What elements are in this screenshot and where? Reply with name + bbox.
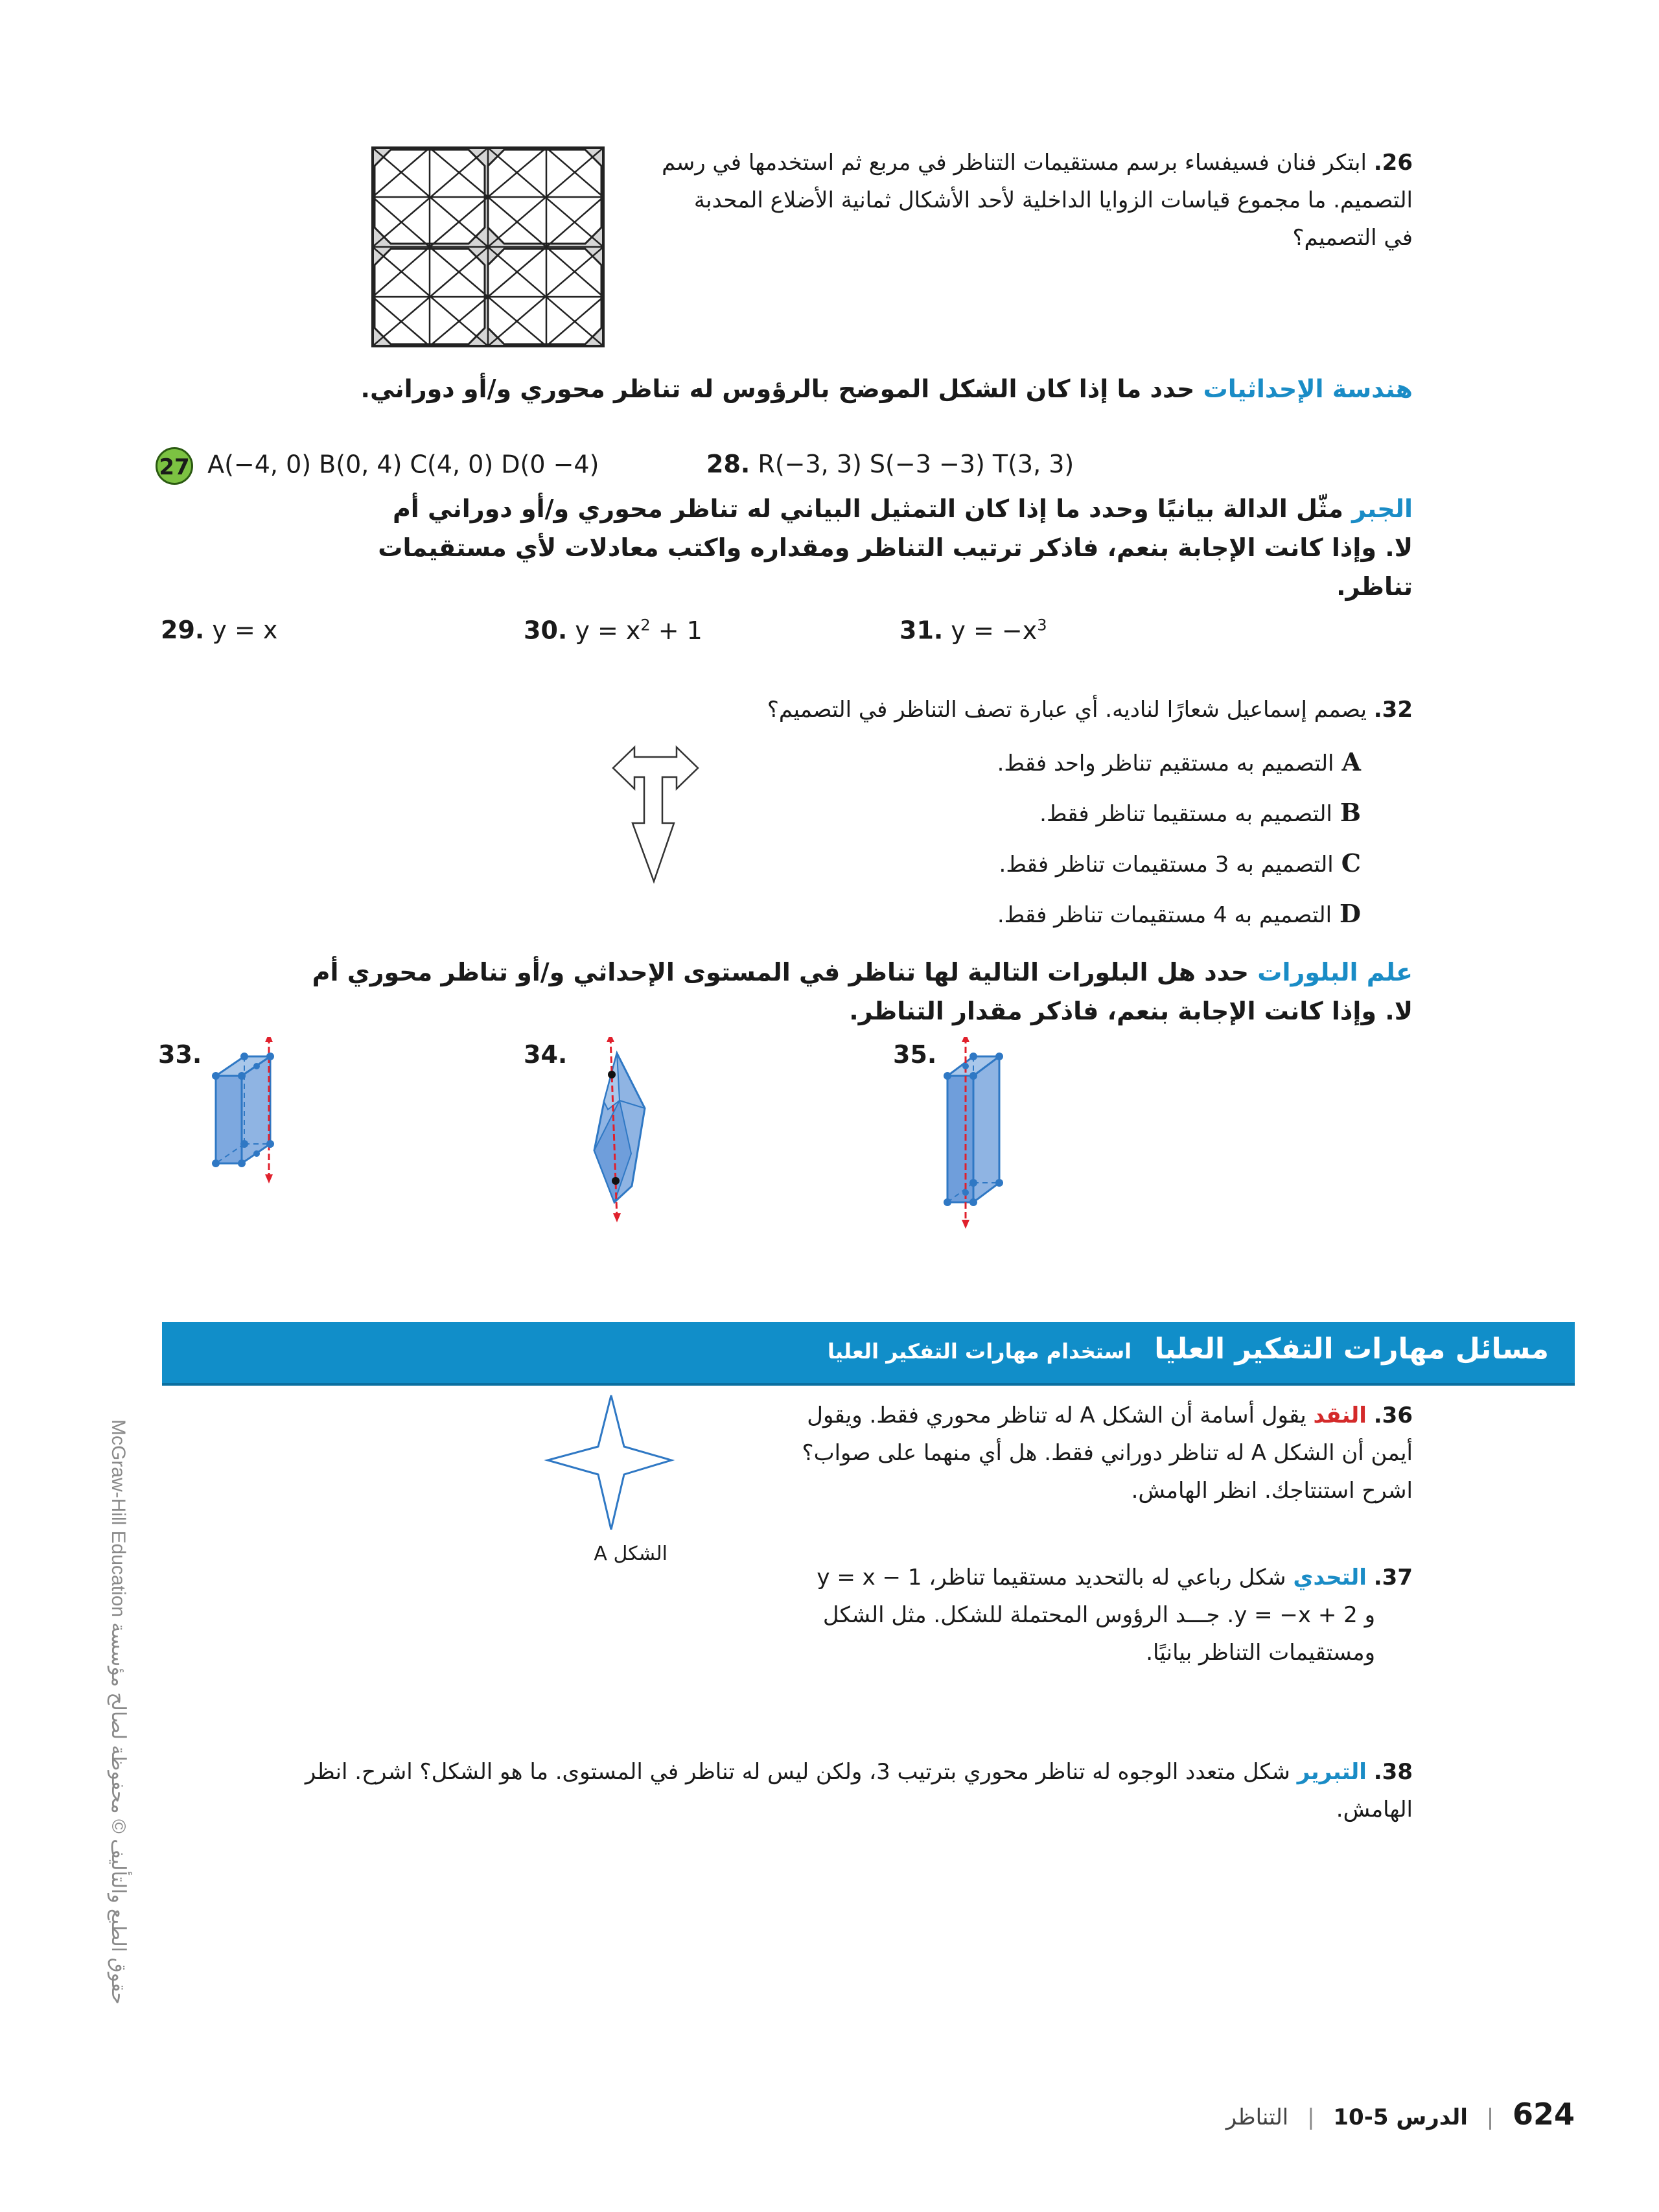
question-number: 30.: [524, 616, 568, 645]
footer-divider: |: [1486, 2104, 1494, 2130]
instruction-text: حدد ما إذا كان الشكل الموضح بالرؤوس له تناظر محوري و/أو دوراني.: [360, 375, 1195, 403]
crystal-34-rhombohedron-figure: [577, 1037, 693, 1231]
section-label: الجبر: [1352, 495, 1413, 523]
section-label: علم البلورات: [1257, 958, 1413, 986]
equation: y = x: [212, 616, 278, 644]
question-number: 28.: [706, 450, 750, 478]
section-label: هندسة الإحداثيات: [1203, 375, 1413, 403]
question-number: 31.: [899, 616, 944, 645]
instruction-text: مثّل الدالة بيانيًا وحدد ما إذا كان التمثيل البياني له تناظر محوري و/أو دوراني أم لا. وإذا كانت الإجابة بنعم، فاذكر ترتيب التناظر ومقداره واكتب معادلات لأي مستقيمات تناظر.: [378, 495, 1413, 601]
equation: $y = -x^3$: [951, 616, 1047, 645]
question-36: [778, 1397, 1413, 1509]
crystal-33-prism-figure: [207, 1037, 350, 1231]
question-text: يصمم إسماعيل شعارًا لناديه. أي عبارة تصف التناظر في التصميم؟: [767, 697, 1367, 723]
question-31: [899, 616, 1047, 645]
question-number: 26.: [1373, 150, 1413, 176]
question-number: 37.: [1373, 1565, 1413, 1590]
figure-a-star: [531, 1393, 687, 1562]
question-text: A(−4, 0) B(0, 4) C(4, 0) D(0 −4): [207, 450, 599, 479]
figure-a-caption: الشكل A: [594, 1543, 667, 1565]
coordinate-geometry-instruction: [350, 369, 1413, 408]
question-30: [524, 616, 702, 645]
footer-divider: |: [1307, 2104, 1315, 2130]
banner-title: مسائل مهارات التفكير العليا: [1154, 1333, 1549, 1366]
question-text: يقول أسامة أن الشكل A له تناظر محوري فقط. ويقول أيمن أن الشكل A له تناظر دوراني فقط. هل أي منهما على صواب؟ اشرح استنتاجك. انظر الهامش.: [802, 1403, 1413, 1504]
chapter-title: التناظر: [1225, 2104, 1289, 2130]
crystal-35-label: 35.: [893, 1040, 937, 1069]
question-28: [706, 450, 1074, 478]
instruction-text: حدد هل البلورات التالية لها تناظر في المستوى الإحداثي و/أو تناظر محوري أم لا. وإذا كانت الإجابة بنعم، فاذكر مقدار التناظر.: [312, 958, 1413, 1025]
crystal-34-label: 34.: [524, 1040, 568, 1069]
assigned-question-badge: 27: [156, 447, 193, 485]
reasoning-label: التبرير: [1297, 1759, 1367, 1785]
algebra-instruction: [363, 489, 1413, 606]
t-arrow-logo-figure: [591, 736, 688, 885]
question-text: R(−3, 3) S(−3 −3) T(3, 3): [758, 450, 1074, 478]
crystallography-instruction: [292, 953, 1413, 1030]
critique-label: النقد: [1313, 1403, 1367, 1428]
hots-section-banner: [162, 1322, 1575, 1386]
question-line-3: ومستقيمات التناظر بيانيًا.: [1146, 1640, 1375, 1666]
lesson-label: الدرس 5-10: [1333, 2104, 1468, 2130]
question-37: [713, 1559, 1413, 1671]
page-number: 624: [1512, 2097, 1575, 2132]
question-line-2: و y = −x + 2. جـــد الرؤوس المحتملة للشكل. مثل الشكل: [822, 1602, 1375, 1628]
question-26: [661, 144, 1413, 257]
choice-d[interactable]: Dالتصميم به 4 مستقيمات تناظر فقط.: [997, 899, 1361, 928]
question-line-1: شكل رباعي له بالتحديد مستقيما تناظر، y = x − 1: [817, 1565, 1286, 1590]
equation: $y = x^2 + 1$: [575, 616, 702, 645]
question-38: [298, 1753, 1413, 1828]
crystal-35-tall-prism-figure: [940, 1037, 1082, 1251]
crystal-33-label: 33.: [158, 1040, 202, 1069]
q32-choices: [842, 738, 1361, 940]
question-29: [161, 616, 277, 644]
choice-b[interactable]: Bالتصميم به مستقيما تناظر فقط.: [1039, 798, 1361, 827]
question-text: شكل متعدد الوجوه له تناظر محوري بترتيب 3، ولكن ليس له تناظر في المستوى. ما هو الشكل؟ اشرح. انظر الهامش.: [305, 1759, 1413, 1822]
choice-c[interactable]: Cالتصميم به 3 مستقيمات تناظر فقط.: [999, 848, 1361, 878]
banner-subtitle: استخدام مهارات التفكير العليا: [827, 1339, 1132, 1364]
question-number: 38.: [1373, 1759, 1413, 1785]
question-number: 32.: [1373, 697, 1413, 723]
question-32: [674, 691, 1413, 728]
publisher-credit: McGraw-Hill Education حقوق الطبع والتأليف © محفوظة لصالح مؤسسة: [108, 1419, 129, 2005]
choice-a[interactable]: Aالتصميم به مستقيم تناظر واحد فقط.: [997, 747, 1361, 776]
mosaic-figure: [371, 146, 605, 347]
page-footer: [1102, 2097, 1575, 2132]
question-27[interactable]: [156, 447, 599, 485]
question-text: ابتكر فنان فسيفساء برسم مستقيمات التناظر في مربع ثم استخدمها في رسم التصميم. ما مجموع قياسات الزوايا الداخلية لأحد الأشكال ثمانية الأضلاع المحدبة في التصميم؟: [662, 150, 1413, 251]
question-number: 36.: [1373, 1403, 1413, 1428]
challenge-label: التحدي: [1293, 1565, 1367, 1590]
question-number: 29.: [161, 616, 205, 644]
